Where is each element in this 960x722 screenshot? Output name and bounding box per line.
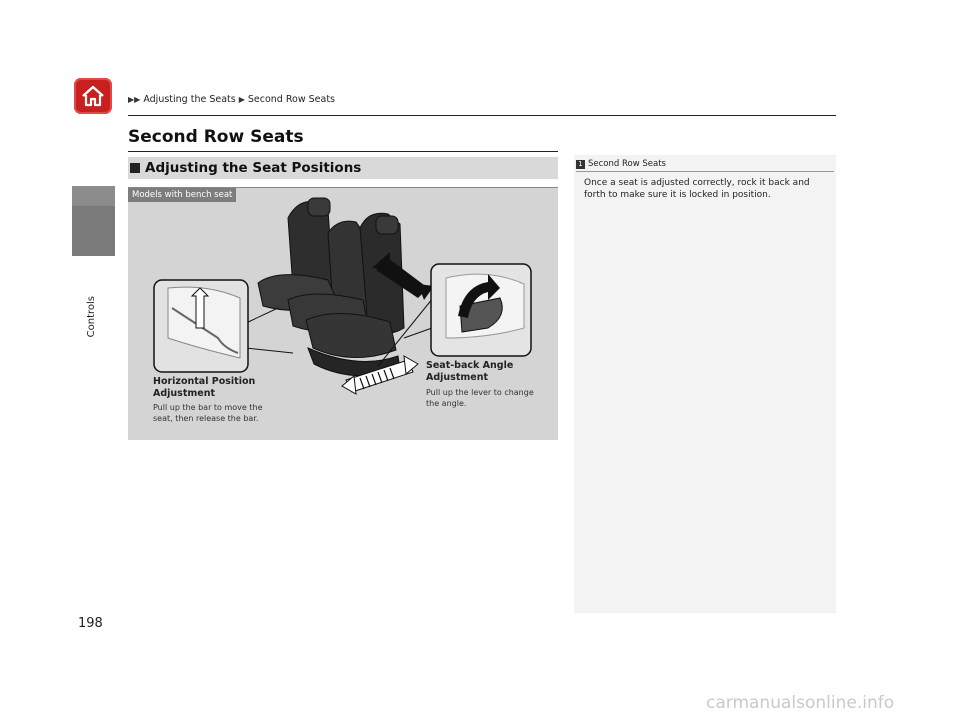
page-number: 198 bbox=[78, 616, 103, 631]
title-rule bbox=[128, 151, 558, 152]
section-title: Adjusting the Seat Positions bbox=[145, 160, 362, 176]
home-button[interactable] bbox=[74, 78, 112, 114]
note-panel bbox=[574, 155, 836, 613]
horizontal-callout-title-1: Horizontal Position bbox=[153, 376, 256, 387]
horizontal-callout-desc-1: Pull up the bar to move the bbox=[153, 403, 263, 412]
note-line: Once a seat is adjusted correctly, rock it back and bbox=[584, 178, 810, 188]
home-icon bbox=[80, 84, 106, 108]
models-tag: Models with bench seat bbox=[128, 188, 236, 202]
seatback-callout-desc-2: the angle. bbox=[426, 399, 467, 408]
breadcrumb bbox=[128, 94, 335, 105]
horizontal-callout-title-2: Adjustment bbox=[153, 388, 216, 399]
page-title: Second Row Seats bbox=[128, 127, 304, 147]
horizontal-callout-desc-2: seat, then release the bar. bbox=[153, 414, 259, 423]
breadcrumb-arrow-icon: ▶▶ bbox=[128, 95, 141, 104]
seatback-callout-desc-1: Pull up the lever to change bbox=[426, 388, 534, 397]
note-heading bbox=[576, 159, 666, 169]
note-text bbox=[584, 177, 824, 201]
watermark: carmanualsonline.info bbox=[706, 693, 895, 713]
seatback-callout-title-2: Adjustment bbox=[426, 372, 489, 383]
sidebar-tab bbox=[72, 206, 115, 256]
breadcrumb-arrow-icon: ▶ bbox=[238, 95, 245, 104]
breadcrumb-item-second-row[interactable]: Second Row Seats bbox=[247, 94, 335, 105]
sidebar-tab-decor bbox=[72, 186, 115, 206]
section-heading bbox=[128, 157, 558, 179]
breadcrumb-item-seats[interactable]: Adjusting the Seats bbox=[143, 94, 236, 105]
note-ref-icon: 1 bbox=[576, 160, 585, 169]
section-square-icon bbox=[130, 163, 140, 173]
note-rule bbox=[576, 171, 834, 172]
seatback-callout-title-1: Seat-back Angle bbox=[426, 360, 514, 371]
note-line: forth to make sure it is locked in position. bbox=[584, 190, 771, 200]
sidebar-label: Controls bbox=[86, 296, 97, 338]
seat-figure bbox=[128, 188, 558, 440]
header-rule bbox=[128, 115, 836, 116]
note-title[interactable]: Second Row Seats bbox=[588, 159, 666, 169]
